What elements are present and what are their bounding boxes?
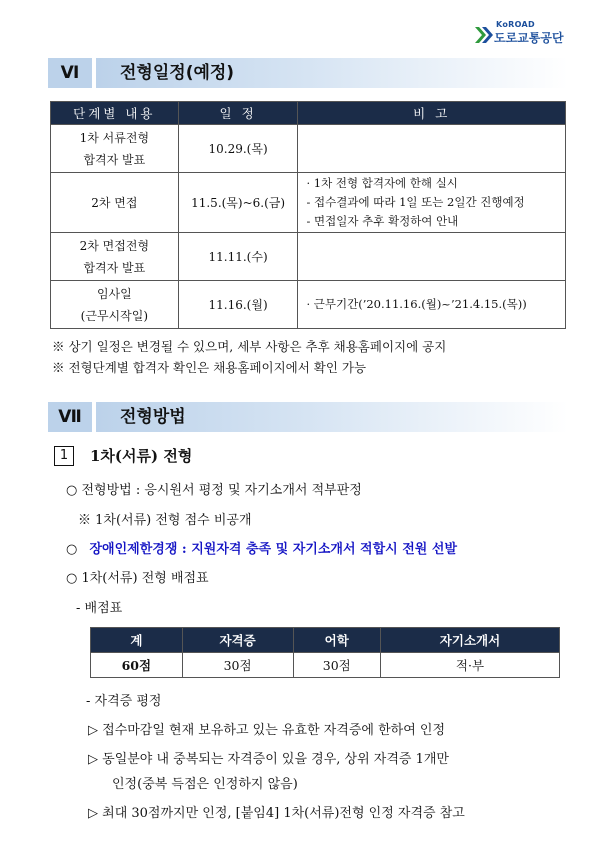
schedule-header-stage: 단계별 내용 (51, 102, 179, 125)
cert-rule-2-cont: 인정(중복 득점은 인정하지 않음) (112, 777, 298, 792)
stage-cell (51, 125, 179, 173)
score-essay: 적·부 (380, 653, 559, 678)
circle-bullet: ○ (66, 542, 78, 557)
cert-rule-3: ▷ 최대 30점까지만 인정, [붙임4] 1차(서류)전형 인정 자격증 참고 (88, 806, 465, 821)
stage-line: 1차 서류전형 (79, 130, 150, 145)
date-cell: 11.5.(목)~6.(금) (178, 173, 298, 233)
stage-line: 임사일 (96, 286, 132, 301)
table-row (51, 233, 566, 281)
stage-line: (근무시작일) (80, 308, 148, 323)
schedule-header-date: 일 정 (178, 102, 298, 125)
allocation-line: ○ 1차(서류) 전형 배점표 (66, 571, 209, 586)
remark-check-results: ※ 전형단계별 합격자 확인은 채용홈페이지에서 확인 가능 (52, 360, 367, 375)
score-total: 60점 (91, 653, 183, 678)
score-header-language: 어학 (293, 628, 380, 653)
koroad-logo (472, 20, 564, 48)
schedule-header-notes: 비 고 (298, 102, 566, 125)
stage-cell (51, 233, 179, 281)
disabled-competition-text: 장애인제한경쟁 : 지원자격 충족 및 자기소개서 적합시 전원 선발 (89, 542, 457, 557)
section-7-number: Ⅶ (48, 402, 92, 432)
schedule-table (50, 101, 566, 329)
schedule-header-row (51, 102, 566, 125)
stage-line: 합격자 발표 (83, 152, 146, 167)
note-line: - 접수결과에 따라 1일 또는 2일간 진행예정 (306, 195, 525, 209)
section-6-title: 전형일정(예정) (120, 63, 235, 83)
section-6-number: Ⅵ (48, 58, 92, 88)
cert-rule-2: ▷ 동일분야 내 중복되는 자격증이 있을 경우, 상위 자격증 1개만 (88, 752, 449, 767)
table-row (51, 281, 566, 329)
disabled-competition-line (66, 538, 457, 557)
section-7-title: 전형방법 (120, 407, 186, 427)
subsection-1-title: 1차(서류) 전형 (90, 447, 193, 465)
notes-cell (298, 173, 566, 233)
cert-eval-label: - 자격증 평정 (86, 694, 162, 709)
section-7-header (48, 402, 568, 432)
score-header-cert: 자격증 (182, 628, 293, 653)
table-row (51, 125, 566, 173)
logo-korean: 도로교통공단 (494, 31, 564, 45)
score-cert: 30점 (182, 653, 293, 678)
stage-line: 2차 면접전형 (79, 238, 150, 253)
stage-line: 2차 면접 (91, 195, 138, 210)
stage-line: 합격자 발표 (83, 260, 146, 275)
method-line: ○ 전형방법 : 응시원서 평정 및 자기소개서 적부판정 (66, 483, 362, 498)
note-line: - 면접일자 추후 확정하여 안내 (306, 214, 459, 228)
notes-cell (298, 233, 566, 281)
score-table-label: - 배점표 (76, 601, 123, 616)
subsection-1-number: 1 (54, 446, 74, 466)
stage-cell (51, 173, 179, 233)
koroad-logo-icon (472, 24, 494, 46)
date-cell: 10.29.(목) (178, 125, 298, 173)
note-line: · 근무기간(’20.11.16.(월)~’21.4.15.(목)) (306, 297, 527, 311)
date-cell: 11.16.(월) (178, 281, 298, 329)
score-header-total: 계 (91, 628, 183, 653)
note-line: · 1차 전형 합격자에 한해 실시 (306, 176, 458, 190)
logo-english: KoROAD (496, 20, 535, 29)
score-table (90, 627, 560, 678)
table-row (91, 653, 560, 678)
notes-cell (298, 281, 566, 329)
date-cell: 11.11.(수) (178, 233, 298, 281)
table-row (51, 173, 566, 233)
notes-cell (298, 125, 566, 173)
section-6-header (48, 58, 568, 88)
remark-schedule-change: ※ 상기 일정은 변경될 수 있으며, 세부 사항은 추후 채용홈페이지에 공지 (52, 339, 447, 354)
cert-rule-1: ▷ 접수마감일 현재 보유하고 있는 유효한 자격증에 한하여 인정 (88, 723, 446, 738)
score-header-essay: 자기소개서 (380, 628, 559, 653)
nonpublic-note: ※ 1차(서류) 전형 점수 비공개 (78, 513, 252, 528)
score-header-row (91, 628, 560, 653)
score-language: 30점 (293, 653, 380, 678)
stage-cell (51, 281, 179, 329)
